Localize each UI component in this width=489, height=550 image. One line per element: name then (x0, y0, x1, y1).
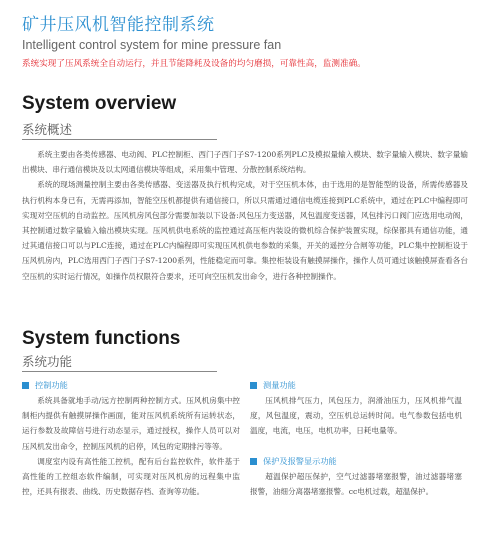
monitoring-function-heading (250, 380, 296, 391)
product-tagline: 系统实现了压风系统全自动运行，并且节能降耗及设备的均匀磨损，可靠性高，监测准确。 (22, 59, 366, 69)
product-title-cn: 矿井压风机智能控制系统 (22, 15, 215, 35)
overview-paragraph-1: 系统主要由各类传感器、电动阀、PLC控制柜、西门子西门子S7-1200系列PLC及模拟量输入模块、数字量输入模块、数字量输出模块、串行通信模块及以太网通信模块等组成，采用集中管理、分散控制系统结构。 (22, 150, 468, 175)
functions-heading-cn: 系统功能 (22, 354, 73, 369)
monitoring-function-title: 测量功能 (263, 380, 296, 390)
bullet-square-icon (250, 382, 257, 389)
overview-heading-cn: 系统概述 (22, 122, 73, 137)
overview-heading-en: System overview (22, 93, 177, 114)
bullet-square-icon (250, 458, 257, 465)
overview-body (22, 147, 468, 284)
functions-divider (22, 371, 217, 372)
control-paragraph-2: 调度室内设有高性能工控机，配有后台监控软件，软件基于高性能的工控组态软件编制，可实现对压风机房的远程集中监控，还具有报表、曲线、历史数据存档、查询等功能。 (22, 456, 240, 497)
protection-function-title: 保护及报警显示功能 (263, 456, 337, 466)
monitoring-function-body (250, 393, 462, 439)
product-title-en: Intelligent control system for mine pressure fan (22, 38, 282, 52)
bullet-square-icon (22, 382, 29, 389)
control-function-body (22, 393, 240, 499)
overview-paragraph-2: 系统的现场测量控制主要由各类传感器、变送器及执行机构完成，对于空压机本体，由于选用的是智能型的设备，所需传感器及执行机构本身已有，无需再添加，智能空压机都提供有通信接口，所以只需通过通信电缆连接到PLC系统中，通过在PLC中编程即可实现对空压机的自动监控。压风机房风包部分需要加装以下设备:风包压力变送器，风包温度变送器，风包排污口阀门应选用电动阀，其控制通过数字量输入输出模块实现。压风机供电系统的监控通过高压柜内装设的微机综合保护装置实现，综保都具有通信功能，通过其通信接口可以与PLC连接，通过在PLC内编程即可实现压风机供电参数的采集，开关的遥控分合闸等功能，PLC集中控制柜设于压风机房内，PLC选用西门子西门子S7-1200系列，性能稳定而可靠。集控柜装设有触摸屏操作，操作人员可通过该触摸屏查看各台空压机的实时运行情况，如操作员权限符合要求，还可向空压机发出命令，进行各种控制操作。 (22, 180, 468, 281)
monitoring-paragraph-1: 压风机排气压力，风包压力，润滑油压力，压风机排气温度，风包温度，震动，空压机总运转时间。电气参数包括电机温度，电流，电压，电机功率，日耗电量等。 (250, 396, 462, 436)
protection-paragraph-1: 超温保护超压保护，空气过滤器堵塞报警，油过滤器堵塞报警，油细分离器堵塞报警。cc电机过载，超温保护。 (250, 472, 462, 497)
functions-heading-en: System functions (22, 328, 181, 349)
control-function-heading (22, 380, 68, 391)
overview-divider (22, 139, 217, 140)
protection-function-body (250, 469, 462, 499)
control-function-title: 控制功能 (35, 380, 68, 390)
protection-function-heading (250, 456, 337, 467)
control-paragraph-1: 系统具备就地手动/远方控制两种控制方式。压风机房集中控制柜内提供有触摸屏操作画面，能对压风机系统所有运转状态，运行参数及故障信号进行动态显示，通过授权，操作人员可以对压风机发出命令，控制压风机的启停，风包的定期排污等等。 (22, 396, 240, 451)
